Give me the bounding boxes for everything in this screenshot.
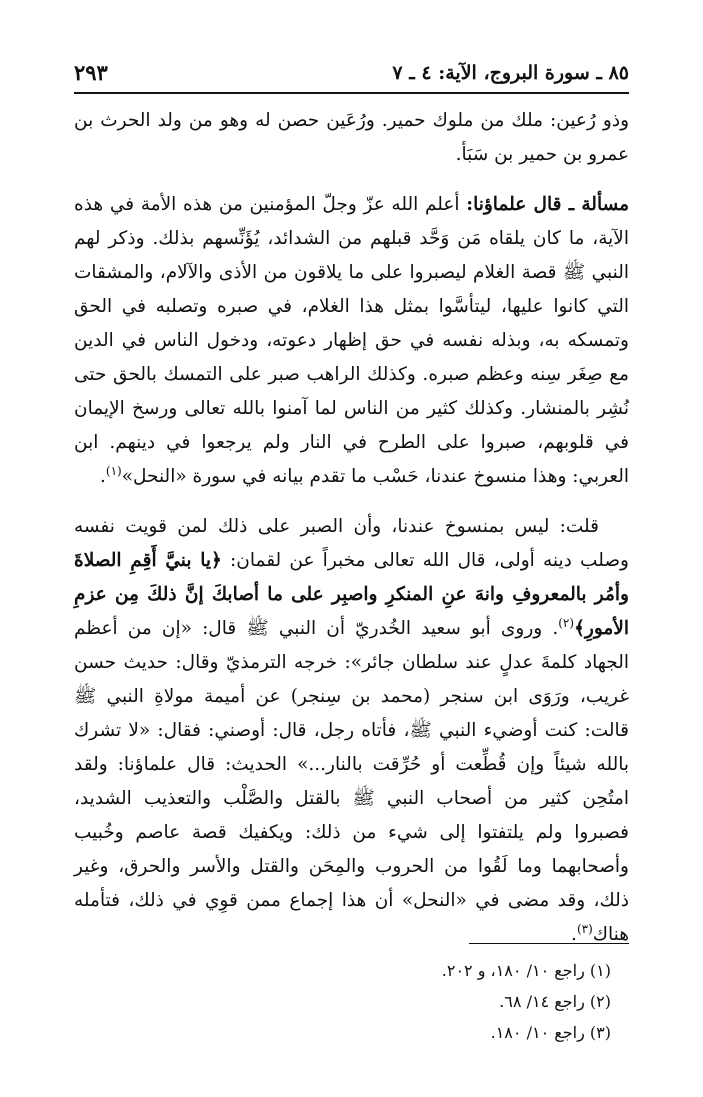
issue-heading: مسألة ـ قال علماؤنا:: [466, 194, 629, 215]
paragraph-2: [74, 188, 629, 494]
paragraph-3-end: .: [571, 924, 577, 945]
running-title: ٨٥ ـ سورة البروج، الآية: ٤ ـ ٧: [392, 62, 629, 84]
paragraph-1: وذو رُعين: ملك من ملوك حمير. ورُعَين حصن له وهو من ولد الحرث بن عمرو بن حمير بن سَبَأ.: [74, 110, 629, 165]
footnote-2: (٢) راجع ١٤/ ٦٨.: [499, 992, 611, 1011]
paragraph-3: [74, 510, 629, 952]
footnote-ref-2: (٢): [558, 615, 575, 630]
footnote-3: (٣) راجع ١٠/ ١٨٠.: [490, 1023, 611, 1042]
paragraph-3-text-a: قلت: ليس بمنسوخ عندنا، وأن الصبر على ذلك لمن قويت نفسه وصلب دينه أولى، قال الله تعالى مخبراً عن لقمان:: [74, 516, 629, 571]
footnotes: [74, 955, 611, 1048]
footnote-divider: [469, 943, 629, 944]
body-text: [74, 104, 629, 968]
footnote-ref-1: (١): [105, 463, 122, 478]
footnote-ref-3: (٣): [576, 921, 593, 936]
footnote-1: (١) راجع ١٠/ ١٨٠، و ٢٠٢.: [441, 961, 611, 980]
page-number: ٢٩٣: [74, 60, 108, 85]
paragraph-2-end: .: [99, 466, 106, 487]
paragraph-3-text-b: . وروى أبو سعيد الخُدريّ أن النبي ﷺ قال: «إن من أعظم الجهاد كلمةَ عدلٍ عند سلطان جائر»: خرجه الترمذيّ وقال: حديث حسن غريب، ورَوَى ابن سنجر (محمد بن سِنجر) عن أميمة مولاةِ النبي ﷺ قالت: كنت أوضيء النبي ﷺ، فأتاه رجل، قال: أوصني: فقال: «لا تشرك بالله شيئاً وإن قُطِّعت أو حُرِّقت بالنار...» الحديث: قال علماؤنا: ولقد امتُحِن كثير من أصحاب النبي ﷺ بالقتل والصَّلْب والتعذيب الشديد، فصبروا ولم يلتفتوا إلى شيء من ذلك: ويكفيك قصة عاصم وخُبيب وأصحابهما وما لَقُوا من الحروب والمِحَن والقتل والأسر والحرق، وغير ذلك، وقد مضى في «النحل» أن هذا إجماع ممن قوِي في ذلك، فتأمله هناك: [74, 618, 629, 945]
paragraph-2-text: أعلم الله عزّ وجلّ المؤمنين من هذه الأمة في هذه الآية، ما كان يلقاه مَن وَحَّد قبلهم من الشدائد، يُؤَنِّسهم بذلك. وذكر لهم النبي ﷺ قصة الغلام ليصبروا على ما يلاقون من الأذى والآلام، والمشقات التي كانوا عليها، ليتأسَّوا بمثل هذا الغلام، في صبره وتصلبه في الحق وتمسكه به، وبذله نفسه في حق إظهار دعوته، ودخول الناس في الدين مع صِغَر سِنه وعظم صبره. وكذلك الراهب صبر على التمسك بالحق حتى نُشِر بالمنشار. وكذلك كثير من الناس لما آمنوا بالله تعالى ورسخ الإيمان في قلوبهم، صبروا على الطرح في النار ولم يرجعوا في دينهم. ابن العربي: وهذا منسوخ عندنا، حَسْب ما تقدم بيانه في سورة «النحل»: [74, 194, 629, 487]
quran-quote: ﴿يا بنيَّ أَقِمِ الصلاةَ وأمُر بالمعروفِ وانهَ عنِ المنكرِ واصبِر على ما أصابكَ إنَّ ذلكَ مِن عزمِ الأمورِ﴾: [74, 550, 629, 639]
page-header: [74, 58, 629, 94]
